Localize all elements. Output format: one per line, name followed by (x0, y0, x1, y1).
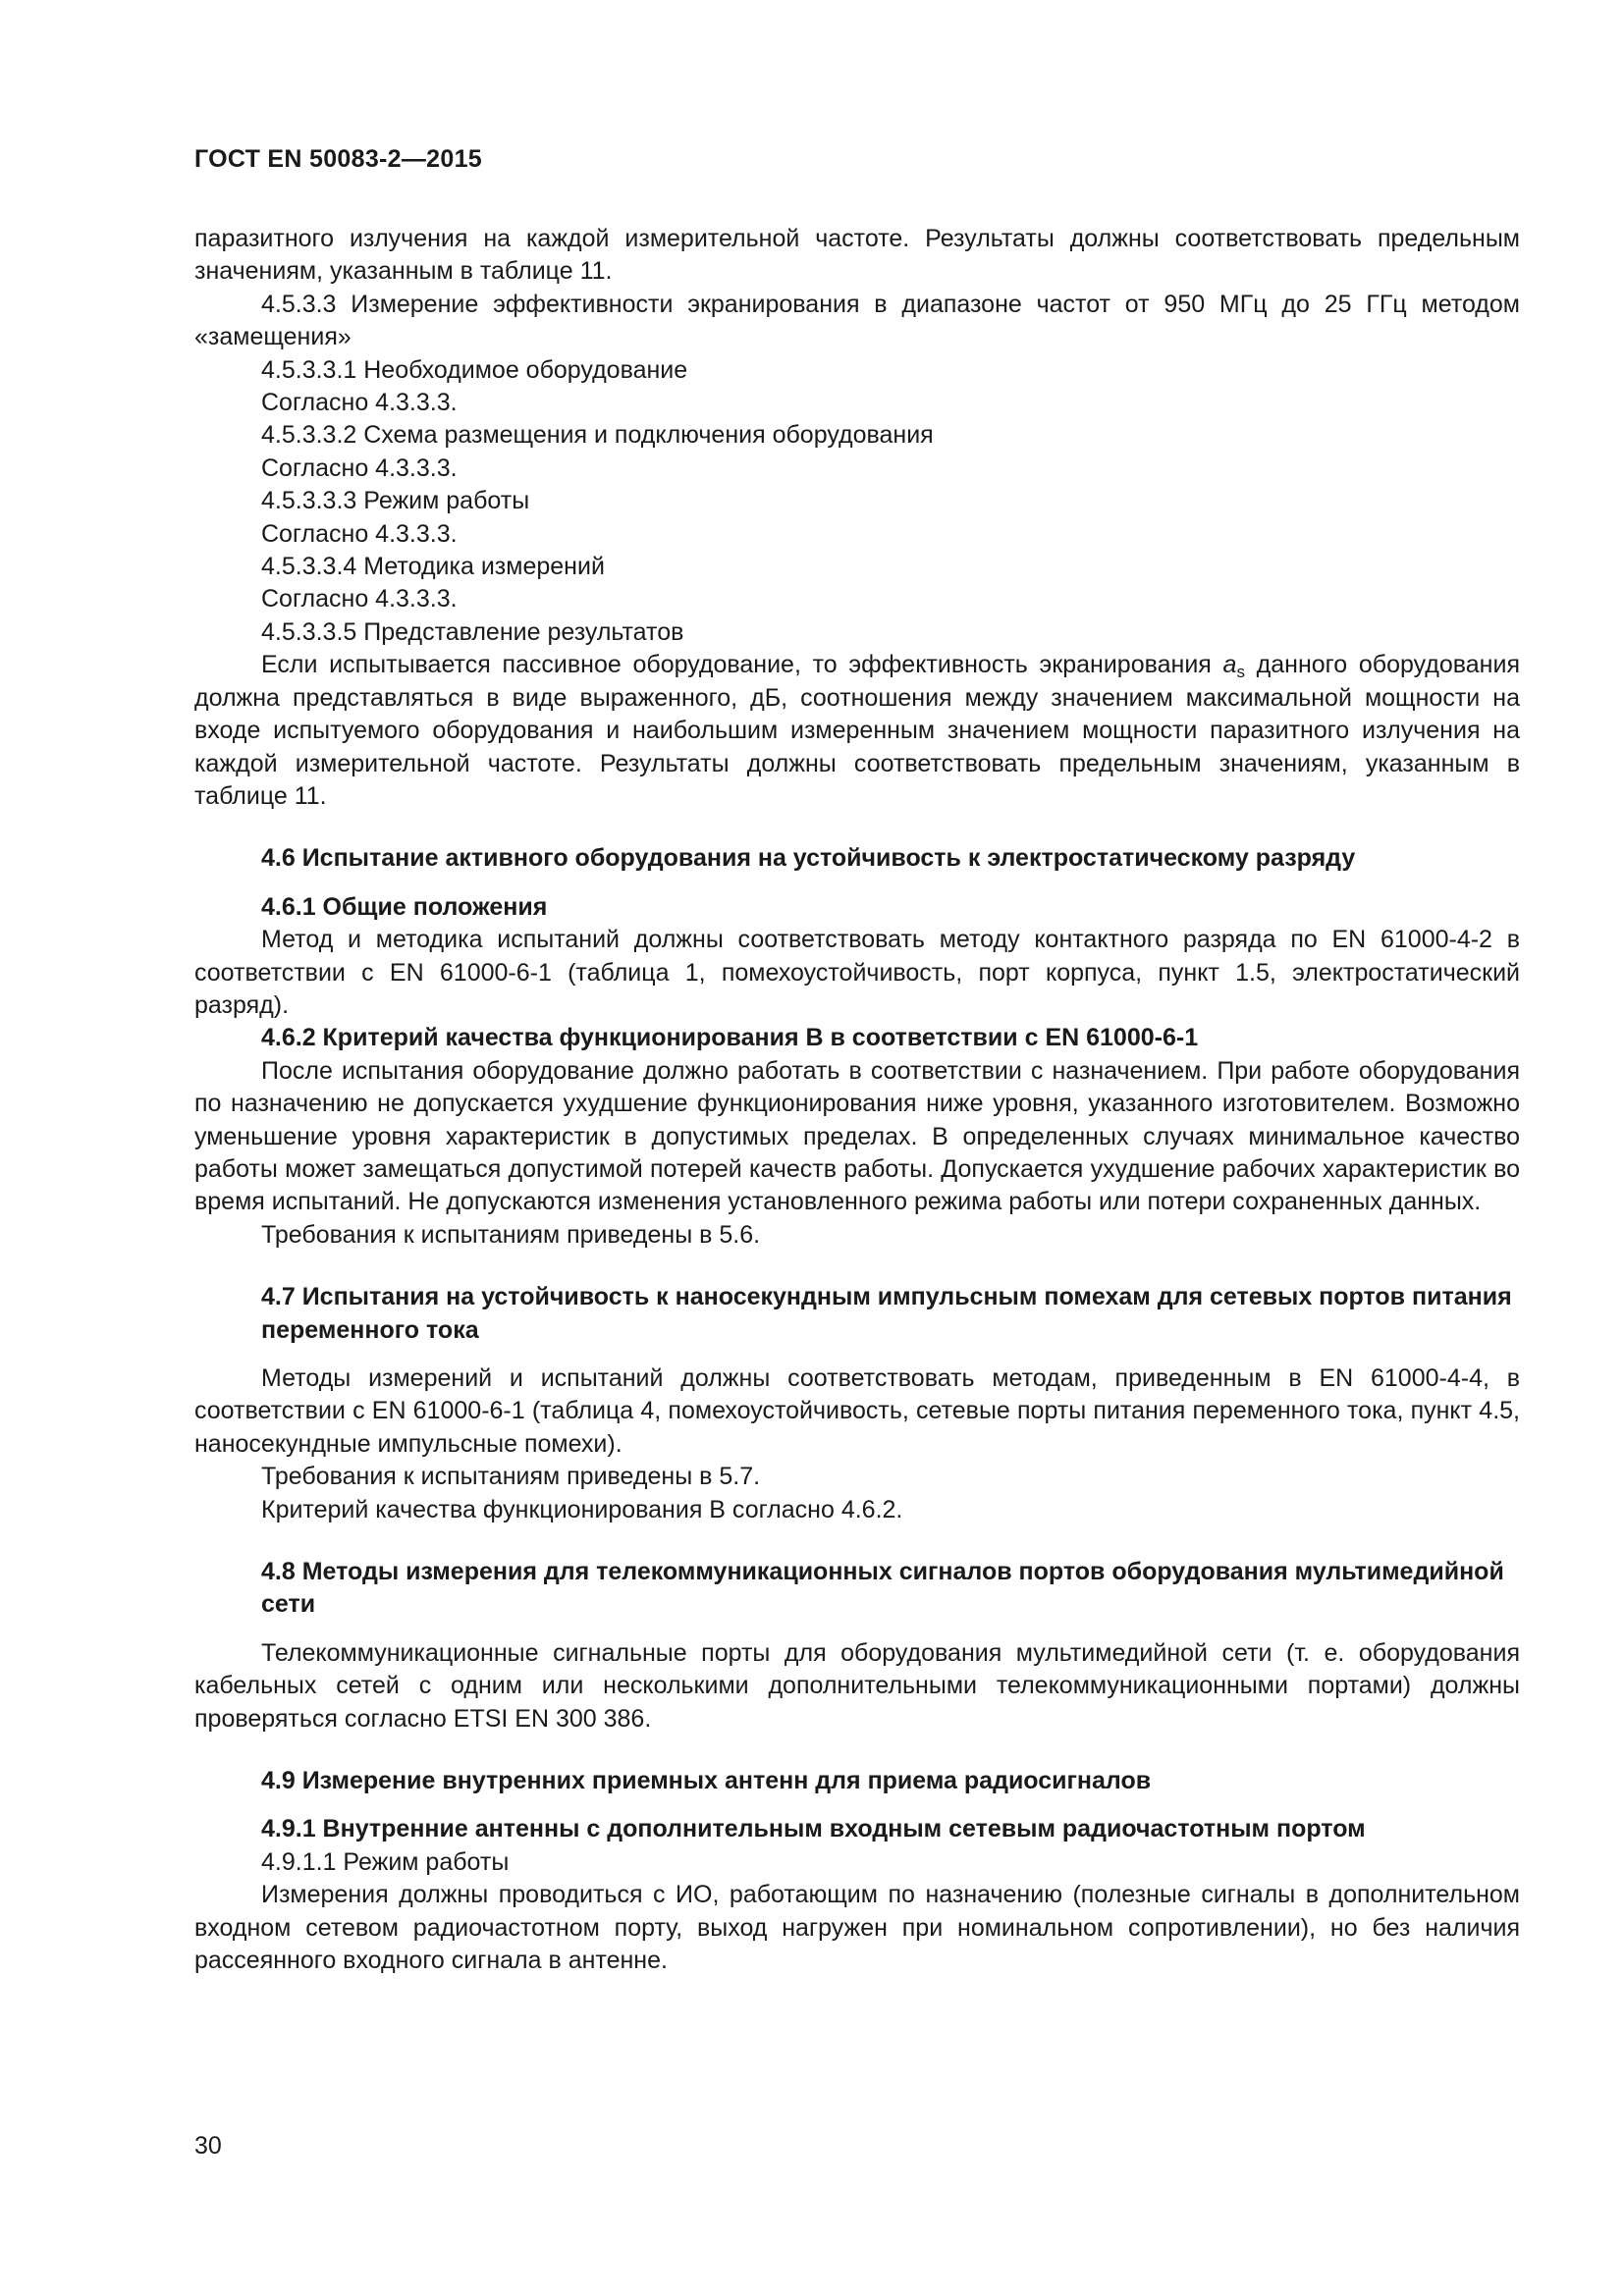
clause-reference: Согласно 4.3.3.3. (261, 519, 458, 548)
clause-4-5-3-3-5: 4.5.3.3.5 Представление результатов (261, 617, 684, 646)
paragraph-4-9-1-1: Измерения должны проводиться с ИО, работающим по назначению (полезные сигналы в дополнительном входном сетевом радиочастотном порту, выход нагружен при номинальном сопротивлении), но без наличия рассеянного входного сигнала в антенне. (194, 1881, 1520, 1975)
page-number: 30 (194, 2132, 222, 2160)
clause-4-5-3-3-2: 4.5.3.3.2 Схема размещения и подключения оборудования (261, 421, 934, 450)
clause-reference: Согласно 4.3.3.3. (261, 454, 458, 482)
clause-4-5-3-3-1: 4.5.3.3.1 Необходимое оборудование (261, 355, 688, 384)
clause-4-5-3-3-3: 4.5.3.3.3 Режим работы (261, 487, 530, 515)
paragraph-4-8: Телекоммуникационные сигнальные порты для оборудования мультимедийной сети (т. е. оборудования кабельных сетей с одним или несколькими дополнительными телекоммуникационными портами) должны проверяться согласно ETSI EN 300 386. (194, 1638, 1520, 1733)
symbol-a: a (1222, 651, 1237, 679)
paragraph-results (194, 649, 1520, 813)
subsection-heading-4-6-2: 4.6.2 Критерий качества функционирования В в соответствии с EN 61000-6-1 (261, 1024, 1199, 1052)
paragraph-4-6-2: После испытания оборудование должно работать в соответствии с назначением. При работе оборудования по назначению не допускается ухудшение функционирования ниже уровня, указанного изготовителем. Возможно уменьшение уровня характеристик в допустимых пределах. В определенных случаях минимальное качество работы может замещаться допустимой потерей качеств работы. Допускается ухудшение рабочих характеристик во время испытаний. Не допускаются изменения установленного режима работы или потери сохраненных данных. (194, 1056, 1520, 1216)
clause-4-9-1-1: 4.9.1.1 Режим работы (261, 1847, 510, 1876)
clause-reference: Согласно 4.3.3.3. (261, 585, 458, 614)
clause-reference: Согласно 4.3.3.3. (261, 389, 458, 417)
document-body (194, 223, 1520, 1978)
paragraph-4-7-criterion: Критерий качества функционирования В согласно 4.6.2. (261, 1495, 903, 1523)
symbol-subscript: s (1236, 663, 1245, 682)
section-heading-4-7: 4.7 Испытания на устойчивость к наносекундным импульсным помехам для сетевых портов питания переменного тока (261, 1283, 1512, 1344)
subsection-heading-4-9-1: 4.9.1 Внутренние антенны с дополнительным входным сетевым радиочастотным портом (261, 1815, 1366, 1843)
section-heading-4-9: 4.9 Измерение внутренних приемных антенн для приема радиосигналов (261, 1767, 1152, 1795)
section-heading-4-8: 4.8 Методы измерения для телекоммуникационных сигналов портов оборудования мультимедийной сети (261, 1558, 1504, 1619)
text-segment: Если испытывается пассивное оборудование, то эффективность экранирования (261, 651, 1223, 679)
paragraph-4-6-1: Метод и методика испытаний должны соответствовать методу контактного разряда по EN 61000-4-2 в соответствии с EN 61000-6-1 (таблица 1, помехоустойчивость, порт корпуса, пункт 1.5, электростатический разряд). (194, 926, 1520, 1019)
paragraph-4-7: Методы измерений и испытаний должны соответствовать методам, приведенным в EN 61000-4-4, в соответствии с EN 61000-6-1 (таблица 4, помехоустойчивость, сетевые порты питания переменного тока, пункт 4.5, наносекундные импульсные помехи). (194, 1364, 1520, 1458)
paragraph-continuation: паразитного излучения на каждой измерительной частоте. Результаты должны соответствовать предельным значениям, указанным в таблице 11. (194, 225, 1520, 286)
clause-4-5-3-3-4: 4.5.3.3.4 Методика измерений (261, 553, 605, 581)
paragraph-4-6-2-req: Требования к испытаниям приведены в 5.6. (261, 1220, 761, 1249)
clause-4-5-3-3: 4.5.3.3 Измерение эффективности экранирования в диапазоне частот от 950 МГц до 25 ГГц методом «замещения» (194, 290, 1520, 351)
text-segment: данного оборудования должна представляться в виде выраженного, дБ, соотношения между значением максимальной мощности на входе испытуемого оборудования и наибольшим измеренным значением мощности паразитного излучения на каждой измерительной частоте. Результаты должны соответствовать предельным значениям, указанным в таблице 11. (194, 651, 1520, 810)
paragraph-4-7-req: Требования к испытаниям приведены в 5.7. (261, 1463, 761, 1491)
section-heading-4-6: 4.6 Испытание активного оборудования на устойчивость к электростатическому разряду (261, 844, 1356, 873)
document-header: ГОСТ EN 50083-2—2015 (194, 145, 482, 173)
subsection-heading-4-6-1: 4.6.1 Общие положения (261, 892, 548, 921)
